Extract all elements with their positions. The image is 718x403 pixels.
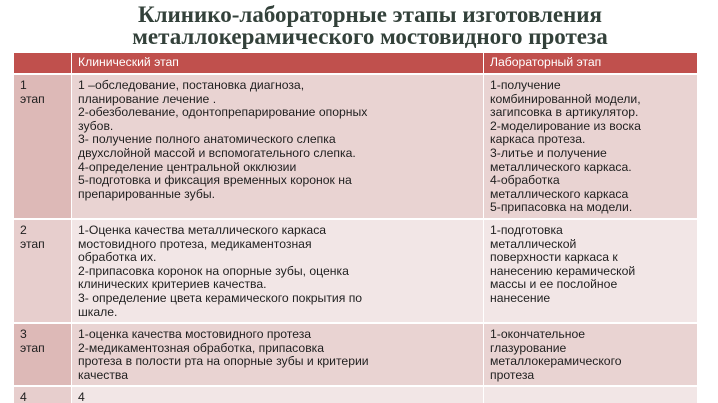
clinical-cell [72,323,484,386]
lab-line: металлического каркаса [490,186,629,201]
stage-label: этап [20,340,45,355]
clinical-line: 2-медикаментозная обработка, припасовка [78,340,325,355]
lab-line: 5-припасовка на модели. [490,200,633,215]
lab-line: 1-окончательное [490,327,586,342]
stage-number: 3 [20,327,27,342]
clinical-line: 4 [78,390,85,403]
clinical-line: 1 –обследование, постановка диагноза, [78,78,305,92]
title-line-1: Клинико-лабораторные этапы изготовления [137,2,603,27]
lab-line: 4-обработка [490,173,560,188]
lab-line: металлической [490,236,577,251]
slide-title [60,4,680,48]
header-laboratory: Лабораторный этап [484,53,698,75]
table-row [14,386,698,403]
table-header-row [14,53,698,75]
stage-label: этап [20,91,45,106]
stage-number: 4 [20,390,27,403]
table-row [14,323,698,386]
stage-number: 2 [20,222,27,237]
title-line-2: металлокерамического мостовидного протеза [132,24,608,49]
lab-cell [484,323,698,386]
clinical-line: 3- определение цвета керамического покрытия по [78,290,363,305]
table-row [14,74,698,219]
stage-cell [14,386,72,403]
clinical-line: 1-оценка качества мостовидного протеза [78,327,312,342]
lab-line: нанесению керамической [490,263,636,278]
lab-line: каркаса протеза. [490,132,586,147]
clinical-line: обработка их. [78,250,157,265]
lab-line: нанесение [490,290,551,305]
lab-line: поверхности каркаса к [490,250,618,265]
clinical-line: двухслойной массой и вспомогательного слепка. [78,145,356,160]
clinical-line: планирование лечение . [78,91,217,106]
clinical-cell [72,74,484,219]
clinical-cell [72,386,484,403]
stages-table [13,52,698,403]
clinical-line: 3- получение полного анатомического слепка [78,132,336,147]
lab-line: металлокерамического [490,354,622,369]
lab-line: протеза [490,367,535,382]
lab-line: металлического каркаса. [490,159,632,174]
lab-line: 1-подготовка [490,222,563,237]
clinical-line: мостовидного протеза, медикаментозная [78,236,312,251]
clinical-line: 2-припасовка коронок на опорные зубы, оценка [78,263,349,278]
clinical-line: протеза в полости рта на опорные зубы и критерии [78,354,369,369]
clinical-line: препарированные зубы. [78,186,215,201]
lab-line: 2-моделирование из воска [490,118,641,133]
lab-line: глазурование [490,340,567,355]
clinical-line: шкале. [78,304,118,319]
header-clinical: Клинический этап [72,53,484,75]
clinical-line: 1-Оценка качества металлического каркаса [78,222,327,237]
clinical-line: 2-обезболевание, одонтопрепарирование опорных [78,105,368,120]
stage-label: этап [20,236,45,251]
lab-line: массы и ее послойное [490,277,618,292]
clinical-line: зубов. [78,118,114,133]
lab-line: загипсовка в артикулятор. [490,105,639,120]
lab-line: комбинированной модели, [490,91,641,106]
lab-line: 3-литье и получение [490,145,607,160]
clinical-line: клинических критериев качества. [78,277,267,292]
stage-cell [14,219,72,323]
clinical-line: 4-определение центральной окклюзии [78,159,297,174]
clinical-line: качества [78,367,129,382]
stage-cell [14,323,72,386]
stage-cell [14,74,72,219]
lab-cell [484,386,698,403]
lab-cell [484,219,698,323]
lab-line: 1-получение [490,78,561,92]
table-row [14,219,698,323]
header-stage [14,53,72,75]
clinical-line: 5-подготовка и фиксация временных коронок на [78,173,352,188]
clinical-cell [72,219,484,323]
lab-cell [484,74,698,219]
stage-number: 1 [20,78,27,92]
